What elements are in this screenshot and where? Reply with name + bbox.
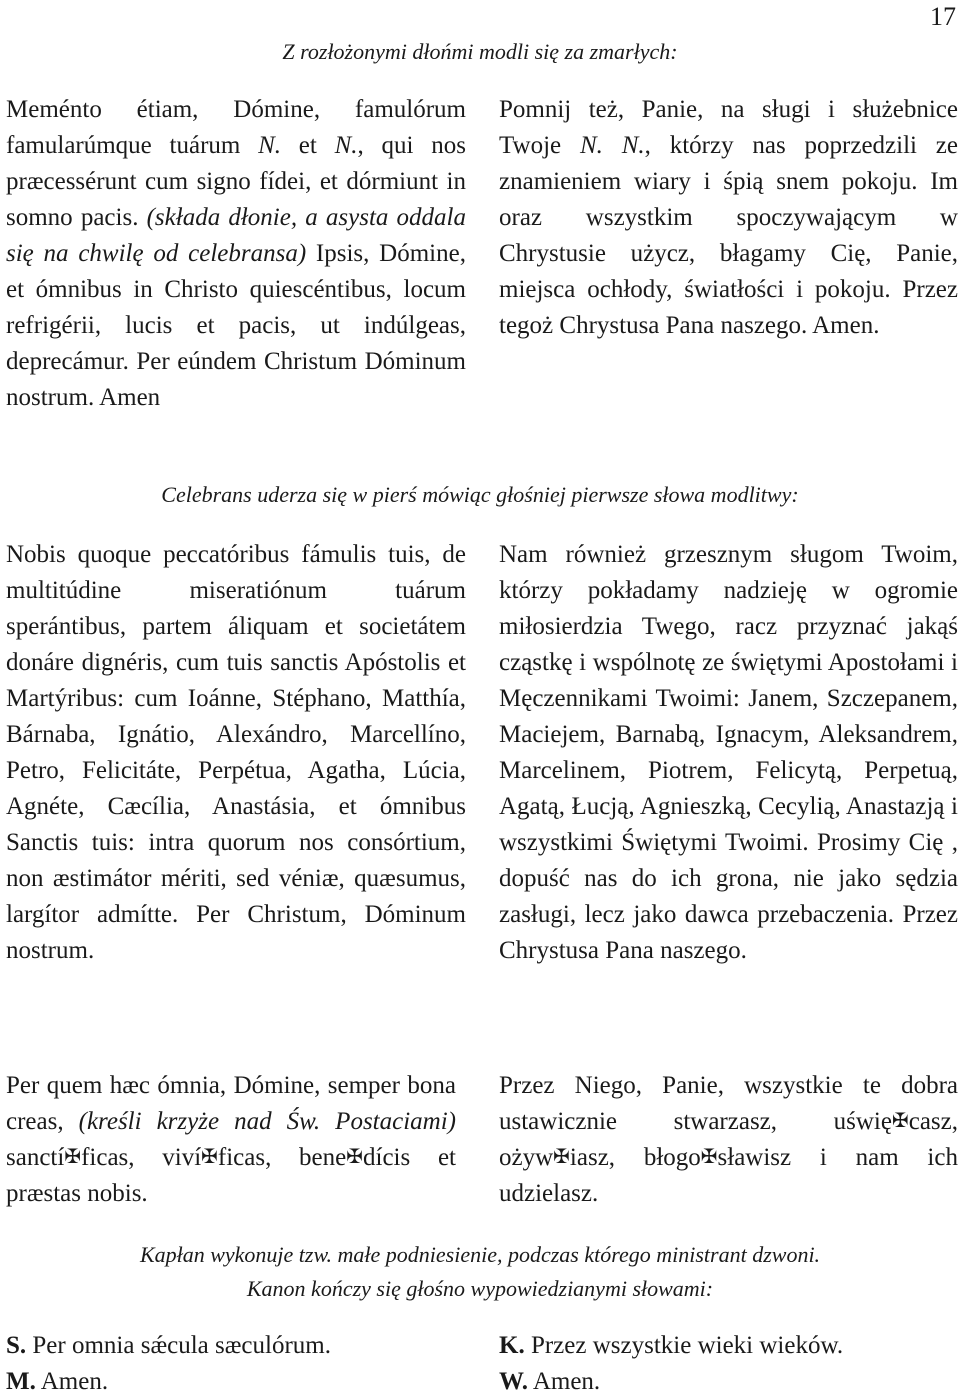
cross-icon: ✠ [553, 1144, 570, 1168]
dialog-polish [499, 1328, 843, 1400]
memento-latin [6, 92, 466, 416]
dialog-text: Przez wszystkie wieki wieków. [524, 1332, 844, 1359]
rubric-canon-ends: Kanon kończy się głośno wypowiedzianymi słowami: [246, 1276, 714, 1301]
latin-text: ficas, bene [217, 1144, 347, 1171]
speaker-label: W. [499, 1368, 528, 1395]
name-placeholder: N. [334, 132, 358, 159]
memento-polish [499, 92, 958, 344]
name-placeholder: N. N. [579, 132, 645, 159]
polish-text: Nam również grzesznym sługom Twoim, którzy pokładamy nadzieję w ogromie miłosierdzia Twego, racz przyznać jakąś cząstkę i wspólnotę ze świętymi Apostołami i Męczennikami Twoimi: Janem, Szczepanem, Maciejem, Barnabą, Ignacym, Aleksandrem, Marcelinem, Piotrem, Felicytą, Perpetuą, Agatą, Łucją, Agnieszką, Cecylią, Anastazją i wszystkimi Świętymi Twoimi. Prosimy Cię , dopuść nas do ich grona, nie jako sędzia zasługi, lecz jako dawca przebaczenia. Przez Chrystusa Pana naszego. [499, 541, 958, 964]
cross-icon: ✠ [891, 1108, 909, 1132]
polish-text: Pomnij też, Panie, na sługi i służebnice Twoje [499, 96, 958, 159]
latin-text: dícis et præstas nobis. [6, 1144, 456, 1207]
page-number: 17 [930, 2, 956, 31]
dialog-line-priest [499, 1328, 843, 1364]
latin-text: Meménto étiam, Dómine, famulórum famularúmque tuárum [6, 96, 466, 159]
cross-icon: ✠ [201, 1144, 218, 1168]
dialog-text: Amen. [35, 1368, 109, 1395]
latin-text: et [281, 132, 335, 159]
dialog-latin [6, 1328, 331, 1400]
nobis-quoque-polish [499, 537, 958, 969]
latin-text: , qui nos præcessérunt cum signo fídei, et dórmiunt in somno pacis. [6, 132, 466, 231]
dialog-line-minister [6, 1364, 331, 1400]
polish-text: casz, ożyw [499, 1108, 958, 1171]
dialog-text: Amen. [527, 1368, 601, 1395]
per-quem-polish [499, 1068, 958, 1212]
polish-text: iasz, błogo [569, 1144, 701, 1171]
latin-text: Ipsis, Dómine, et ómnibus in Christo quiescéntibus, locum refrigérii, lucis et pacis, ut indúlgeas, deprecámur. Per eúndem Christum Dóminum nostrum. Amen [6, 240, 466, 411]
latin-text: sanctí [6, 1144, 65, 1171]
nobis-quoque-latin [6, 537, 466, 969]
inline-rubric: (składa dłonie, a asysta oddala się na chwilę od celebransa) [6, 204, 467, 267]
dialog-text: Per omnia sǽcula sæculórum. [26, 1332, 331, 1359]
inline-rubric: (kreśli krzyże nad Św. Postaciami) [78, 1108, 456, 1135]
polish-text: Przez Niego, Panie, wszystkie te dobra ustawicznie stwarzasz, uświę [499, 1072, 958, 1135]
rubric-strikes-breast: Celebrans uderza się w pierś mówiąc głośniej pierwsze słowa modlitwy: [161, 482, 799, 507]
dialog-line-minister [499, 1364, 843, 1400]
rubric-small-elevation: Kapłan wykonuje tzw. małe podniesienie, podczas którego ministrant dzwoni. [139, 1242, 821, 1267]
polish-text: sławisz i nam ich udzielasz. [499, 1144, 958, 1207]
rubric-commemoration-of-dead: Z rozłożonymi dłońmi modli się za zmarłych: [282, 39, 678, 64]
polish-text: , którzy nas poprzedzili ze znamieniem wiary i śpią snem pokoju. Im oraz wszystkim spoczywającym w Chrystusie użycz, błagamy Cię, Panie, miejsca ochłody, światłości i pokoju. Przez tegoż Chrystusa Pana naszego. Amen. [499, 132, 958, 339]
latin-text: Per quem hæc ómnia, Dómine, semper bona creas, [6, 1072, 456, 1135]
dialog-line-priest [6, 1328, 331, 1364]
cross-icon: ✠ [64, 1144, 82, 1168]
name-placeholder: N. [258, 132, 282, 159]
cross-icon: ✠ [346, 1144, 364, 1168]
latin-text: Nobis quoque peccatóribus fámulis tuis, de multitúdine miseratiónum tuárum sperántibus, partem áliquam et societátem donáre dignéris, cum tuis sanctis Apóstolis et Martýribus: cum Ioánne, Stéphano, Matthía, Bárnaba, Ignátio, Alexándro, Marcellíno, Petro, Felicitáte, Perpétua, Agatha, Lúcia, Agnéte, Cæcília, Anastásia, et ómnibus Sanctis tuis: intra quorum nos consórtium, non æstimátor mériti, sed véniæ, quæsumus, largítor admítte. Per Christum, Dóminum nostrum. [6, 541, 466, 964]
per-quem-latin [6, 1068, 456, 1212]
speaker-label: K. [499, 1332, 525, 1359]
speaker-label: S. [6, 1332, 27, 1359]
latin-text: ficas, viví [81, 1144, 202, 1171]
speaker-label: M. [6, 1368, 36, 1395]
cross-icon: ✠ [700, 1144, 718, 1168]
